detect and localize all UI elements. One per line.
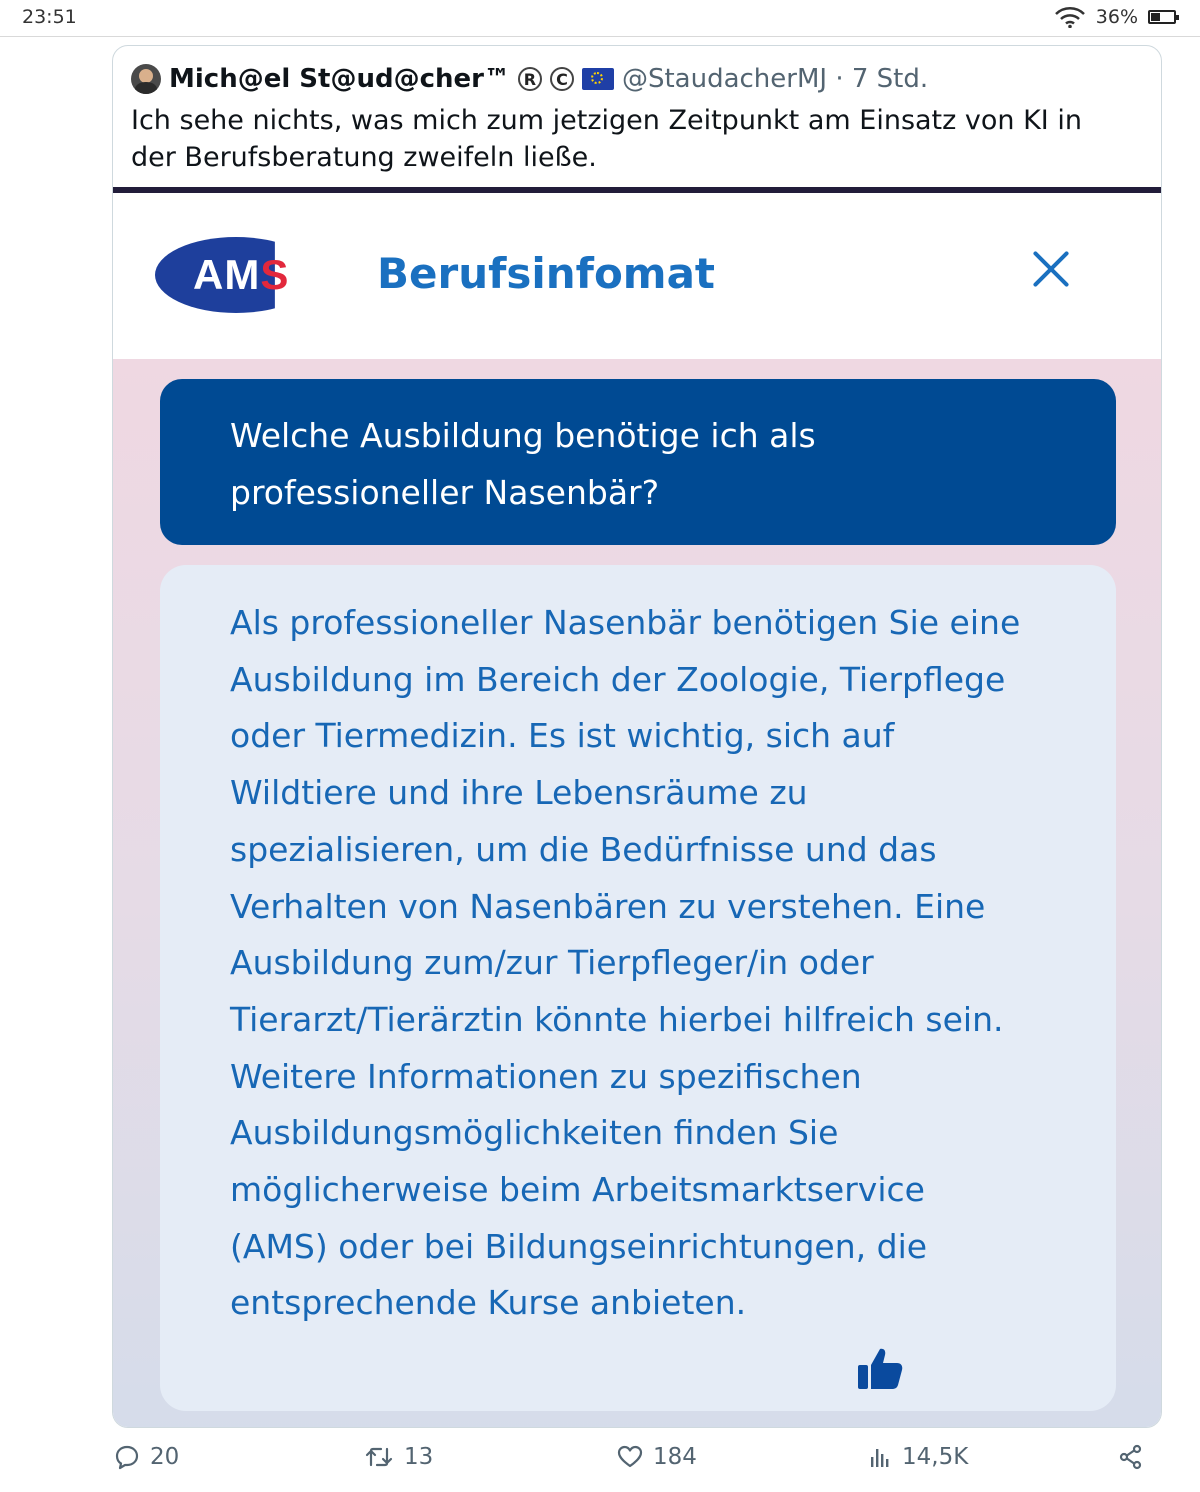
thumbs-up-icon [856,1345,904,1393]
status-right [1054,6,1176,28]
author-name[interactable]: Mich@el St@ud@cher™ [169,64,510,94]
ams-logo-s: S [260,251,290,298]
answer-bubble [160,565,1116,1411]
ams-logo-letters: AM [193,251,261,298]
berufsinfomat-header [113,193,1162,359]
app-title: Berufsinfomat [377,249,715,298]
ams-logo [155,237,317,313]
views-button[interactable] [868,1444,968,1470]
question-bubble [160,379,1116,545]
share-icon [1118,1444,1144,1470]
battery-percent: 36% [1095,6,1138,28]
tweet-actions [0,1436,1200,1486]
like-button[interactable] [617,1444,697,1470]
answer-line: Ausbildung zum/zur Tierpfleger/in oder [230,943,874,983]
like-count: 184 [653,1444,697,1470]
reply-count: 20 [150,1444,180,1470]
answer-line: spezialisieren, um die Bedürfnisse und das [230,829,937,869]
avatar[interactable] [131,64,161,94]
question-text: Welche Ausbildung benötige ich als professioneller Nasenbär? [230,416,816,512]
heart-icon [617,1445,643,1469]
answer-line: Wildtiere und ihre Lebensräume zu [230,773,808,813]
answer-line: Verhalten von Nasenbären zu verstehen. Eine [230,886,986,926]
status-time: 23:51 [22,6,77,28]
tweet-media-screenshot[interactable] [113,187,1162,1428]
quoted-tweet-text: Ich sehe nichts, was mich zum jetzigen Zeitpunkt am Einsatz von KI in der Berufsberatung zweifeln ließe. [131,105,1082,173]
answer-line: (AMS) oder bei Bildungseinrichtungen, die [230,1226,928,1266]
close-icon [1031,249,1071,289]
reply-icon [114,1444,140,1470]
answer-line: Ausbildung im Bereich der Zoologie, Tierpflege [230,659,1006,699]
reply-button[interactable] [114,1444,179,1470]
wifi-icon [1054,6,1086,28]
retweet-icon [364,1445,394,1469]
status-bar [0,0,1200,37]
author-handle-and-time: @StaudacherMJ · 7 Std. [621,64,929,94]
chat-area [113,359,1162,1428]
answer-line: Als professioneller Nasenbär benötigen Sie eine [230,603,1021,642]
battery-icon [1148,10,1176,24]
answer-line: Tierarzt/Tierärztin könnte hierbei hilfreich sein. [230,999,1004,1039]
copyright-badge: C [550,67,574,91]
answer-line: Weitere Informationen zu spezifischen [230,1056,862,1096]
views-count: 14,5K [902,1444,969,1470]
quoted-tweet-header [131,62,928,96]
share-button[interactable] [1118,1444,1144,1470]
views-chart-icon [868,1445,892,1469]
quoted-tweet-card[interactable] [112,45,1162,1428]
answer-line: entsprechende Kurse anbieten. [230,1283,747,1323]
retweet-count: 13 [404,1444,434,1470]
answer-line: möglicherweise beim Arbeitsmarktservice [230,1170,925,1210]
registered-badge: R [518,67,542,91]
answer-line: Ausbildungsmöglichkeiten finden Sie [230,1113,839,1153]
eu-flag-icon [582,68,614,90]
retweet-button[interactable] [364,1444,433,1470]
answer-line: oder Tiermedizin. Es ist wichtig, sich auf [230,716,895,756]
